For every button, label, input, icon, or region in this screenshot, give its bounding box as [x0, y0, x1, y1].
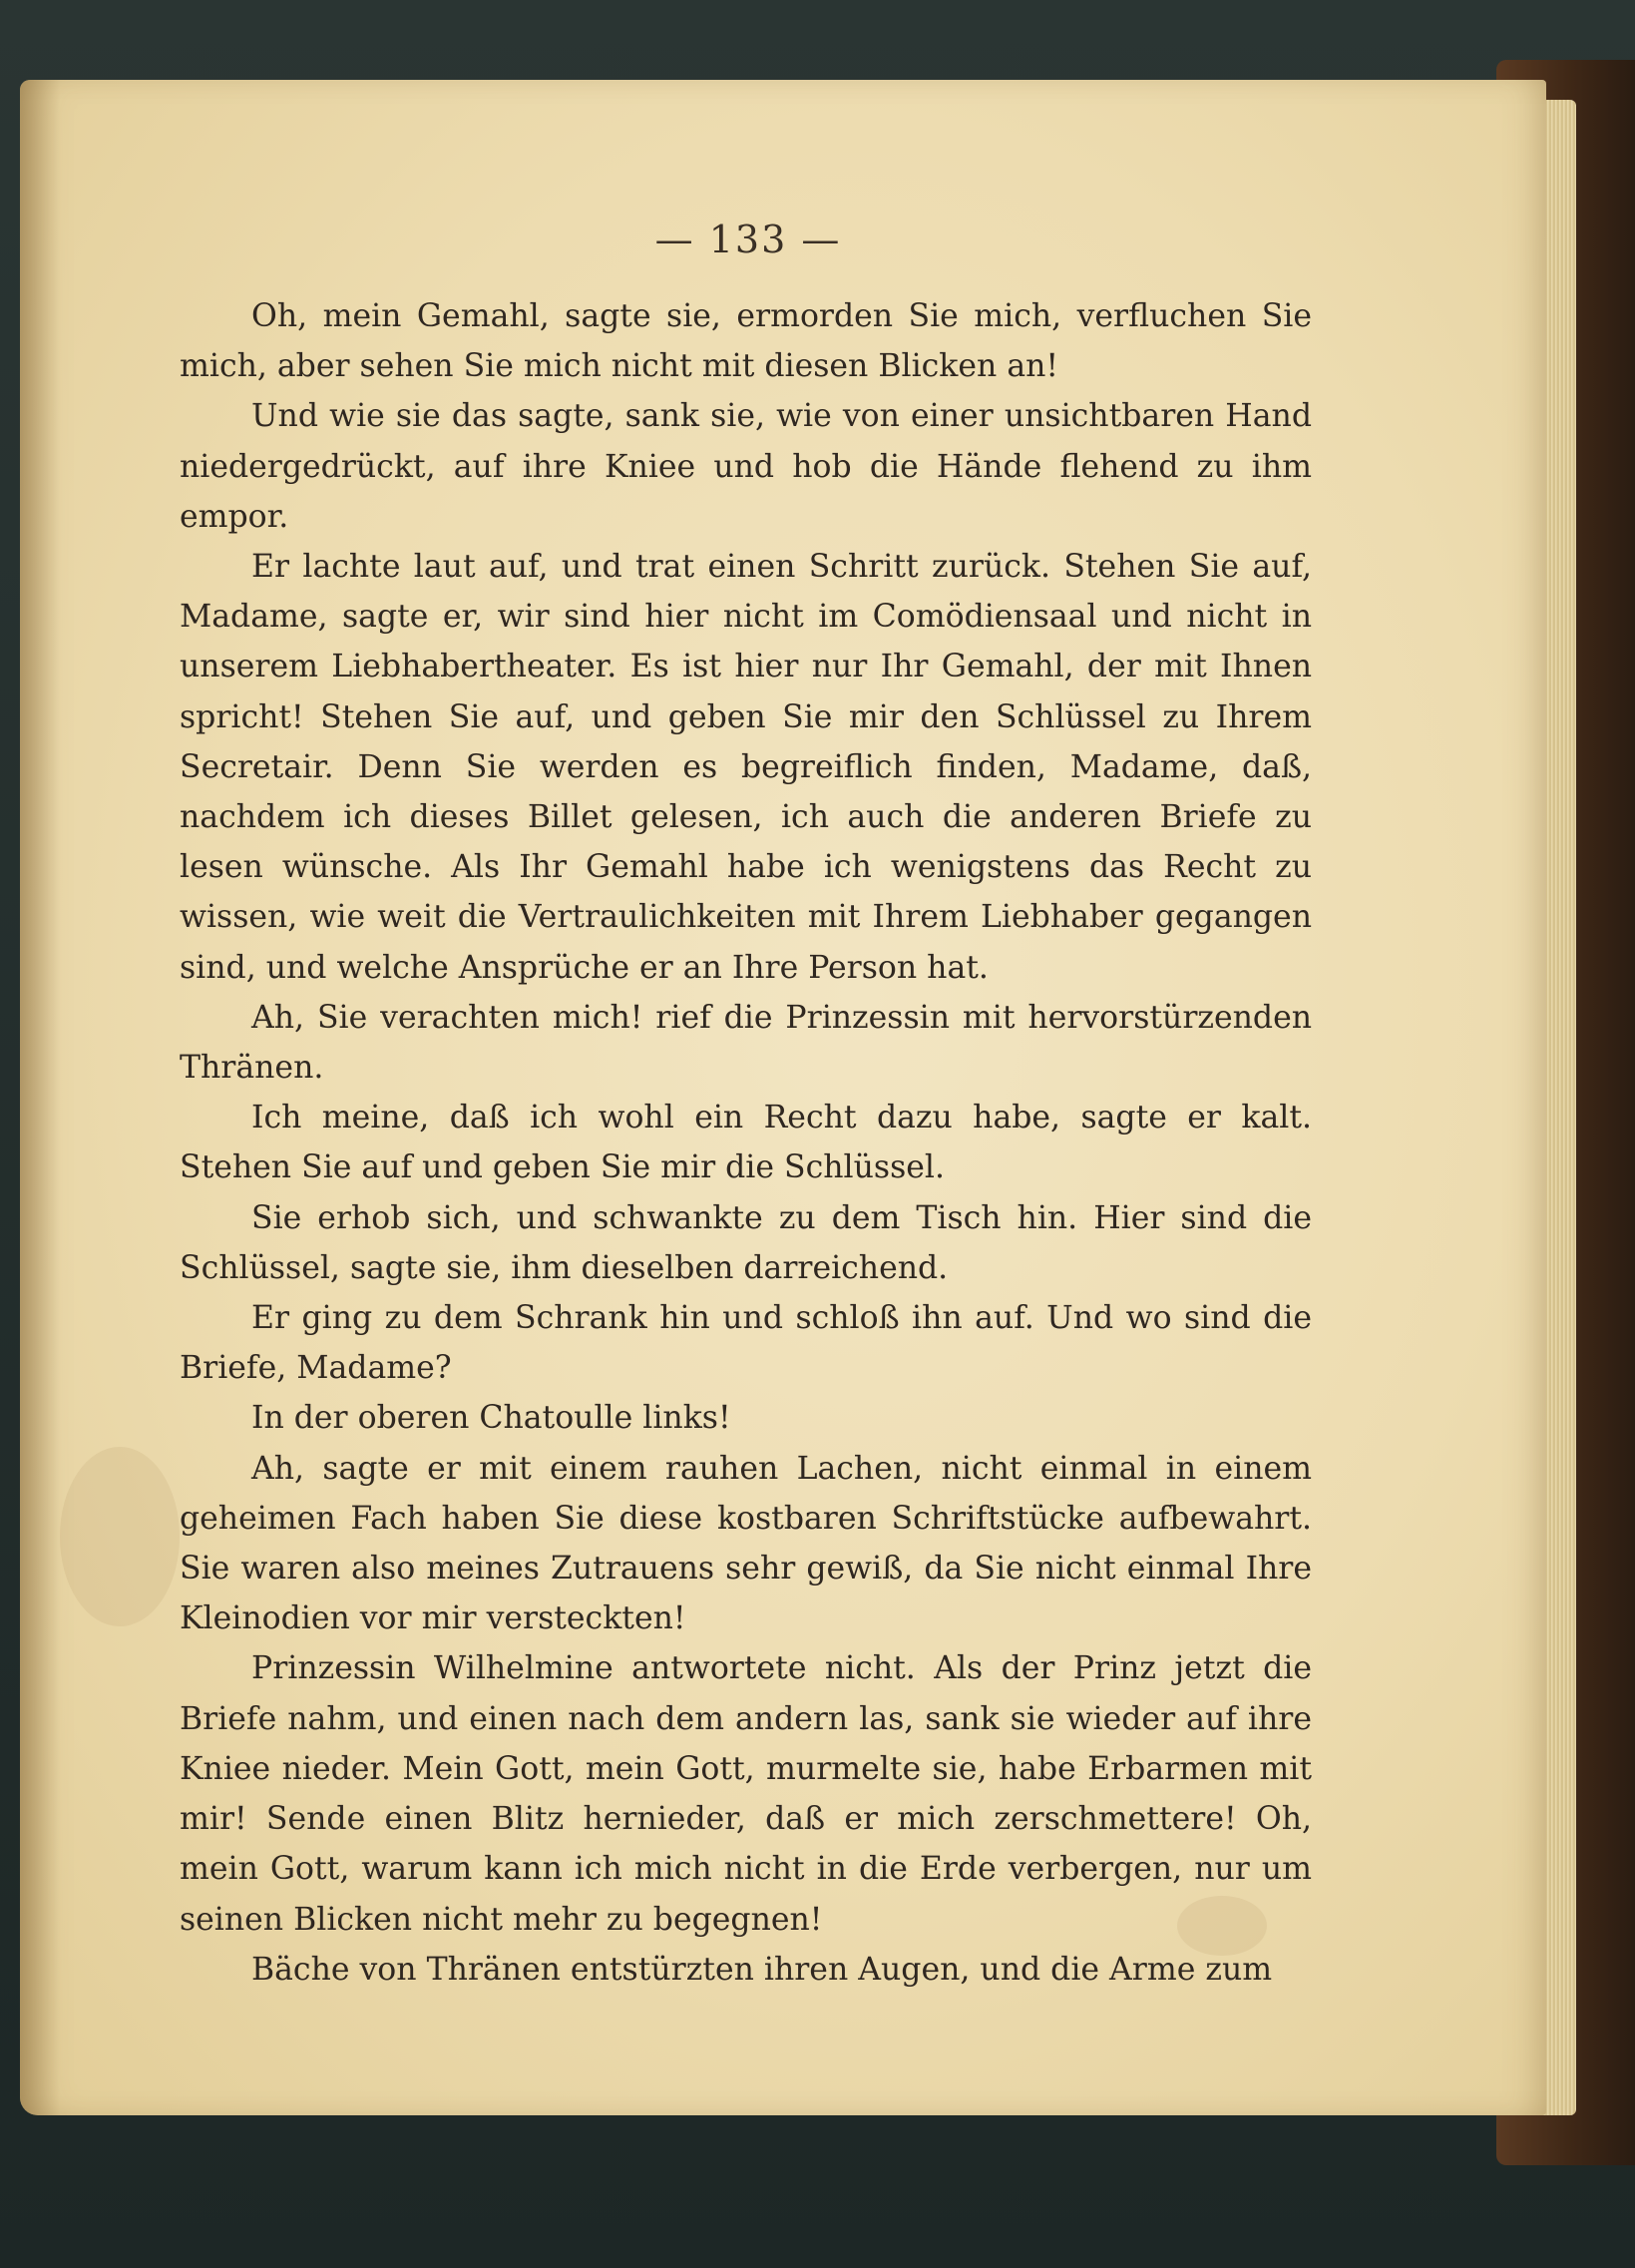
paragraph: Prinzessin Wilhelmine antwortete nicht. Als der Prinz jetzt die Briefe nahm, und einen nach dem andern las, sank sie wieder auf ihre Kniee nieder. Mein Gott, mein Gott, murmelte sie, habe Erbarmen mit mir! Sende einen Blitz hernieder, daß er mich zerschmettere! Oh, mein Gott, warum kann ich mich nicht in die Erde verbergen, nur um seinen Blicken nicht mehr zu begegnen!: [180, 1650, 1312, 1938]
paragraph: Er ging zu dem Schrank hin und schloß ihn auf. Und wo sind die Briefe, Madame?: [180, 1300, 1312, 1387]
page-number: — 133 —: [654, 218, 842, 261]
paragraph: Sie erhob sich, und schwankte zu dem Tisch hin. Hier sind die Schlüssel, sagte sie, ihm dieselben darreichend.: [180, 1199, 1312, 1286]
paragraph: Ich meine, daß ich wohl ein Recht dazu habe, sagte er kalt. Stehen Sie auf und geben Sie mir die Schlüssel.: [180, 1100, 1312, 1186]
paragraph: Bäche von Thränen entstürzten ihren Augen, und die Arme zum: [251, 1951, 1273, 1988]
paragraph: Und wie sie das sagte, sank sie, wie von einer unsichtbaren Hand niedergedrückt, auf ihre Kniee und hob die Hände flehend zu ihm empor.: [180, 398, 1312, 535]
paragraph: Oh, mein Gemahl, sagte sie, ermorden Sie mich, verfluchen Sie mich, aber sehen Sie mich nicht mit diesen Blicken an!: [180, 298, 1312, 385]
paragraph: Ah, Sie verachten mich! rief die Prinzessin mit hervorstürzenden Thränen.: [180, 999, 1312, 1087]
paragraph: In der oberen Chatoulle links!: [251, 1400, 731, 1437]
body-text: [180, 291, 1312, 1995]
paper-stain: [60, 1447, 180, 1626]
page-gutter-shadow: [20, 80, 60, 2115]
paragraph: Er lachte laut auf, und trat einen Schritt zurück. Stehen Sie auf, Madame, sagte er, wir sind hier nicht im Comödiensaal und nicht in unserem Liebhabertheater. Es ist hier nur Ihr Gemahl, der mit Ihnen spricht! Stehen Sie auf, und geben Sie mir den Schlüssel zu Ihrem Secretair. Denn Sie werden es begreiflich finden, Madame, daß, nachdem ich dieses Billet gelesen, ich auch die anderen Briefe zu lesen wünsche. Als Ihr Gemahl habe ich wenigstens das Recht zu wissen, wie weit die Vertraulichkeiten mit Ihrem Liebhaber gegangen sind, und welche Ansprüche er an Ihre Person hat.: [180, 549, 1312, 986]
paragraph: Ah, sagte er mit einem rauhen Lachen, nicht einmal in einem geheimen Fach haben Sie diese kostbaren Schriftstücke aufbewahrt. Sie waren also meines Zutrauens sehr gewiß, da Sie nicht einmal Ihre Kleinodien vor mir versteckten!: [180, 1450, 1312, 1637]
